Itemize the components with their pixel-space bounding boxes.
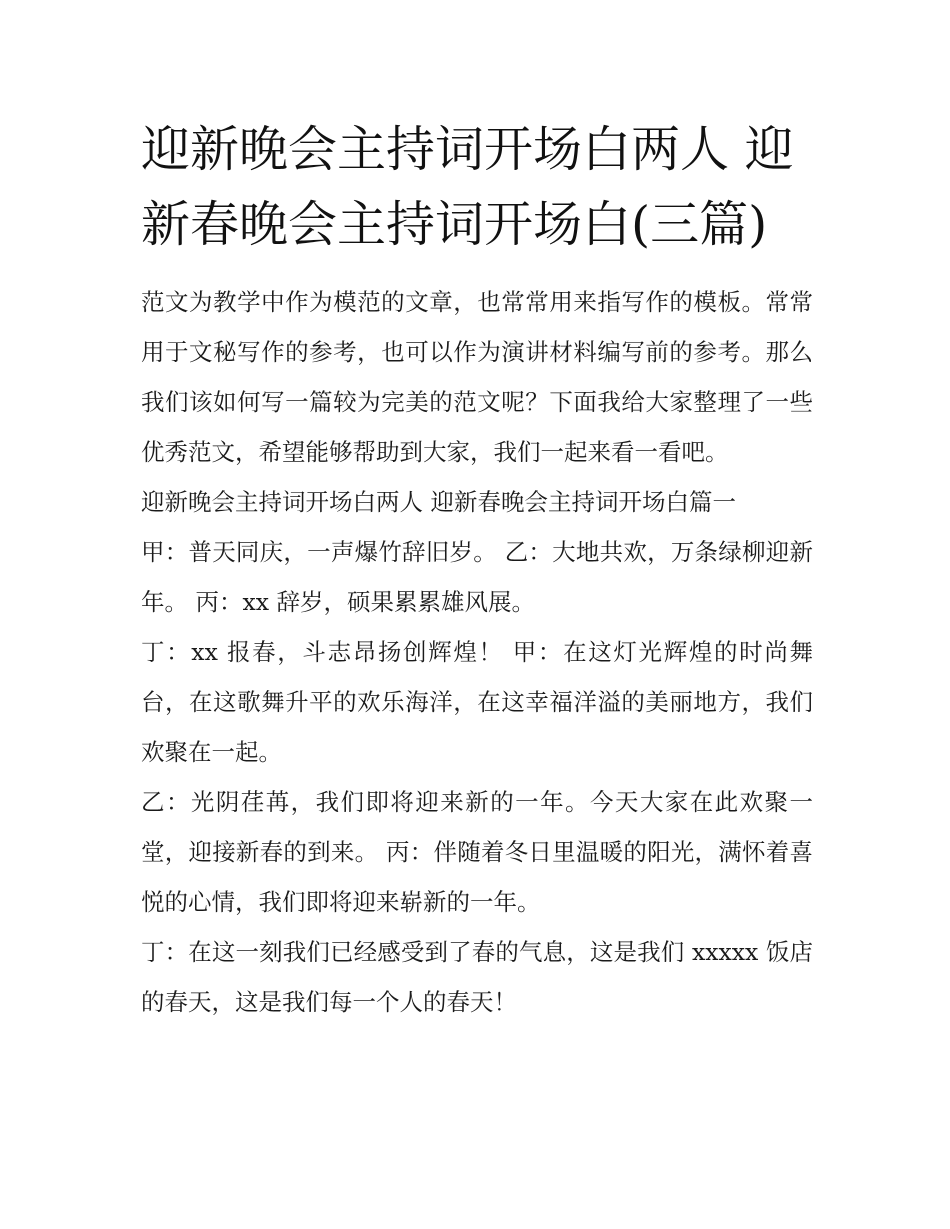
paragraph-dialogue-2: 丁：xx 报春，斗志昂扬创辉煌！ 甲：在这灯光辉煌的时尚舞台，在这歌舞升平的欢乐海洋，在这幸福洋溢的美丽地方，我们欢聚在一起。 (141, 638, 813, 766)
paragraph-section-heading: 迎新晚会主持词开场白两人 迎新春晚会主持词开场白篇一 (141, 488, 736, 516)
document-body (141, 277, 813, 1027)
document-title: 迎新晚会主持词开场白两人 迎新春晚会主持词开场白(三篇) (141, 121, 794, 253)
paragraph-dialogue-3: 乙：光阴荏苒，我们即将迎来新的一年。今天大家在此欢聚一堂，迎接新春的到来。 丙：伴随着冬日里温暖的阳光，满怀着喜悦的心情，我们即将迎来崭新的一年。 (141, 788, 813, 916)
paragraph-dialogue-4: 丁：在这一刻我们已经感受到了春的气息，这是我们 xxxxx 饭店的春天，这是我们每一个人的春天！ (141, 938, 813, 1016)
paragraph-intro: 范文为教学中作为模范的文章，也常常用来指写作的模板。常常用于文秘写作的参考，也可以作为演讲材料编写前的参考。那么我们该如何写一篇较为完美的范文呢？下面我给大家整理了一些优秀范文，希望能够帮助到大家，我们一起来看一看吧。 (141, 288, 813, 466)
paragraph-dialogue-1: 甲：普天同庆，一声爆竹辞旧岁。 乙：大地共欢，万条绿柳迎新年。 丙：xx 辞岁，硕果累累雄风展。 (141, 538, 813, 616)
